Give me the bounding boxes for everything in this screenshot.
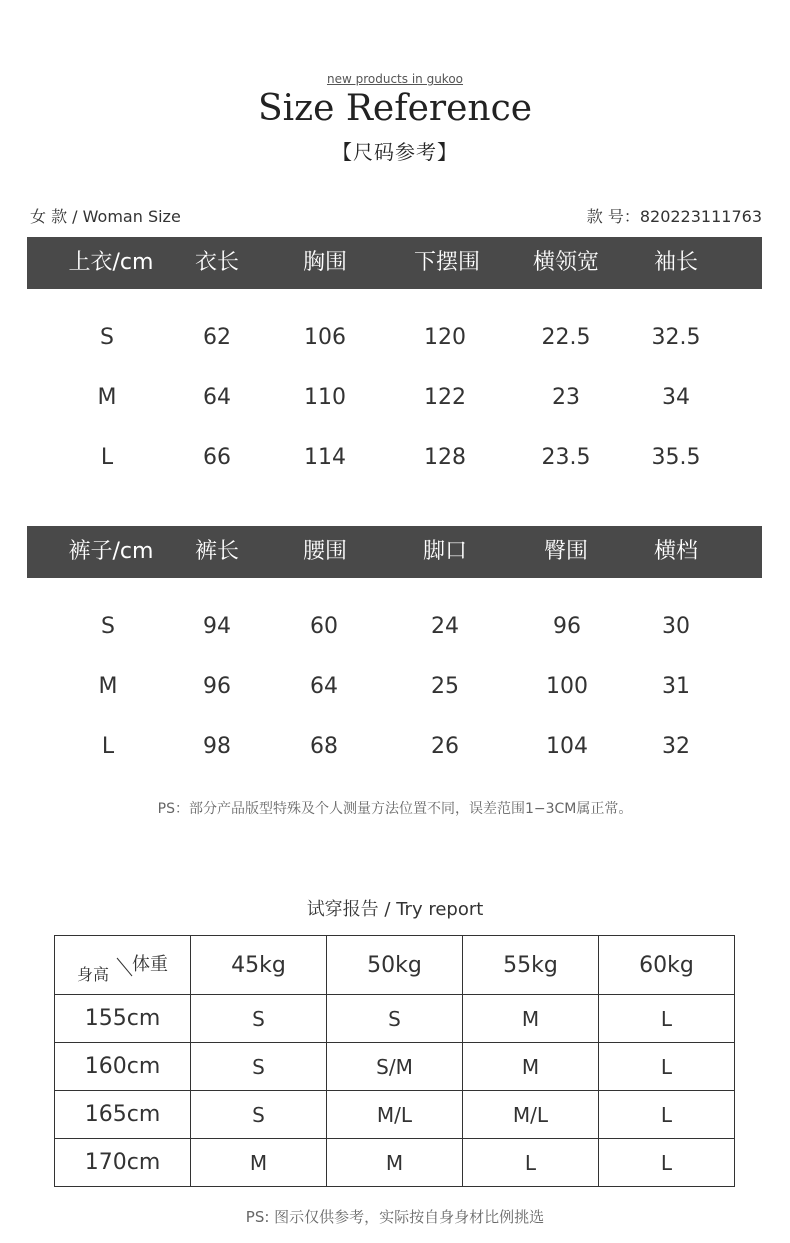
size-cell: L xyxy=(599,1139,735,1187)
table-cell: 110 xyxy=(304,385,346,410)
table-cell: 100 xyxy=(546,674,588,699)
height-cell: 155cm xyxy=(55,995,191,1043)
page-title: Size Reference xyxy=(257,88,533,129)
table-row xyxy=(55,936,735,995)
top-header-cell: 下摆围 xyxy=(413,250,481,275)
top-table-header xyxy=(27,237,762,289)
table-cell: 96 xyxy=(203,674,231,699)
table-cell: 26 xyxy=(431,734,459,759)
reference-note: PS: 图示仅供参考，实际按自身身材比例挑选 xyxy=(245,1208,545,1226)
weight-header: 60kg xyxy=(599,936,735,995)
height-cell: 160cm xyxy=(55,1043,191,1091)
top-header-cell: 袖长 xyxy=(653,250,699,275)
table-cell: 30 xyxy=(662,614,690,639)
table-cell: 34 xyxy=(662,385,690,410)
size-cell: M/L xyxy=(327,1091,463,1139)
weight-header: 50kg xyxy=(327,936,463,995)
table-row xyxy=(55,1139,735,1187)
table-cell: 96 xyxy=(553,614,581,639)
table-cell: 106 xyxy=(304,325,346,350)
measurement-note: PS：部分产品版型特殊及个人测量方法位置不同，误差范围1−3CM属正常。 xyxy=(157,801,633,817)
try-report-title: 试穿报告 / Try report xyxy=(306,899,484,920)
table-cell: 24 xyxy=(431,614,459,639)
pants-header-cell: 横档 xyxy=(653,539,699,564)
table-cell: 32.5 xyxy=(651,325,701,350)
table-cell: 114 xyxy=(304,445,346,470)
pants-header-cell: 裤子/cm xyxy=(68,539,154,564)
table-row xyxy=(55,995,735,1043)
size-cell: M xyxy=(463,995,599,1043)
table-cell: 35.5 xyxy=(651,445,701,470)
height-label: 身高 xyxy=(77,965,110,984)
top-header-cell: 衣长 xyxy=(194,250,240,275)
table-cell: 22.5 xyxy=(541,325,591,350)
pants-header-cell: 裤长 xyxy=(194,539,240,564)
weight-label: 体重 xyxy=(132,954,168,975)
try-report-table xyxy=(54,935,735,1187)
size-cell: L xyxy=(599,1043,735,1091)
size-cell: M xyxy=(327,1139,463,1187)
item-number: 款 号：820223111763 xyxy=(586,207,762,226)
table-cell: 120 xyxy=(424,325,466,350)
weight-header: 55kg xyxy=(463,936,599,995)
pants-header-cell: 臀围 xyxy=(543,539,589,564)
table-cell: M xyxy=(98,674,118,699)
table-row xyxy=(55,1091,735,1139)
weight-header: 45kg xyxy=(191,936,327,995)
page-title-cn: 【尺码参考】 xyxy=(332,140,458,164)
table-cell: 60 xyxy=(310,614,338,639)
table-cell: L xyxy=(100,445,114,470)
table-cell: 23.5 xyxy=(541,445,591,470)
table-cell: 23 xyxy=(552,385,580,410)
table-cell: 104 xyxy=(546,734,588,759)
size-cell: M/L xyxy=(463,1091,599,1139)
table-cell: L xyxy=(101,734,115,759)
table-cell: M xyxy=(97,385,117,410)
table-cell: 64 xyxy=(310,674,338,699)
table-cell: S xyxy=(100,325,114,350)
corner-cell xyxy=(55,936,191,995)
table-cell: 64 xyxy=(203,385,231,410)
top-header-cell: 上衣/cm xyxy=(68,250,154,275)
table-cell: 32 xyxy=(662,734,690,759)
table-cell: 62 xyxy=(203,325,231,350)
top-header-cell: 胸围 xyxy=(302,250,348,275)
height-cell: 170cm xyxy=(55,1139,191,1187)
table-row xyxy=(55,1043,735,1091)
diagonal-line xyxy=(55,936,190,994)
subtitle: new products in gukoo xyxy=(326,72,464,86)
size-cell: S xyxy=(191,1043,327,1091)
pants-table-header xyxy=(27,526,762,578)
top-header-cell: 横领宽 xyxy=(532,250,600,275)
table-cell: 98 xyxy=(203,734,231,759)
table-cell: 25 xyxy=(431,674,459,699)
size-cell: L xyxy=(463,1139,599,1187)
table-cell: S xyxy=(101,614,115,639)
size-cell: L xyxy=(599,995,735,1043)
size-cell: M xyxy=(463,1043,599,1091)
size-cell: S xyxy=(191,1091,327,1139)
size-cell: M xyxy=(191,1139,327,1187)
pants-header-cell: 脚口 xyxy=(422,539,468,564)
category-label: 女 款 / Woman Size xyxy=(30,207,181,226)
pants-header-cell: 腰围 xyxy=(302,539,348,564)
table-cell: 94 xyxy=(203,614,231,639)
table-cell: 66 xyxy=(203,445,231,470)
table-cell: 122 xyxy=(424,385,466,410)
size-cell: S/M xyxy=(327,1043,463,1091)
size-cell: S xyxy=(327,995,463,1043)
table-cell: 31 xyxy=(662,674,690,699)
table-cell: 128 xyxy=(424,445,466,470)
size-cell: L xyxy=(599,1091,735,1139)
size-cell: S xyxy=(191,995,327,1043)
table-cell: 68 xyxy=(310,734,338,759)
height-cell: 165cm xyxy=(55,1091,191,1139)
